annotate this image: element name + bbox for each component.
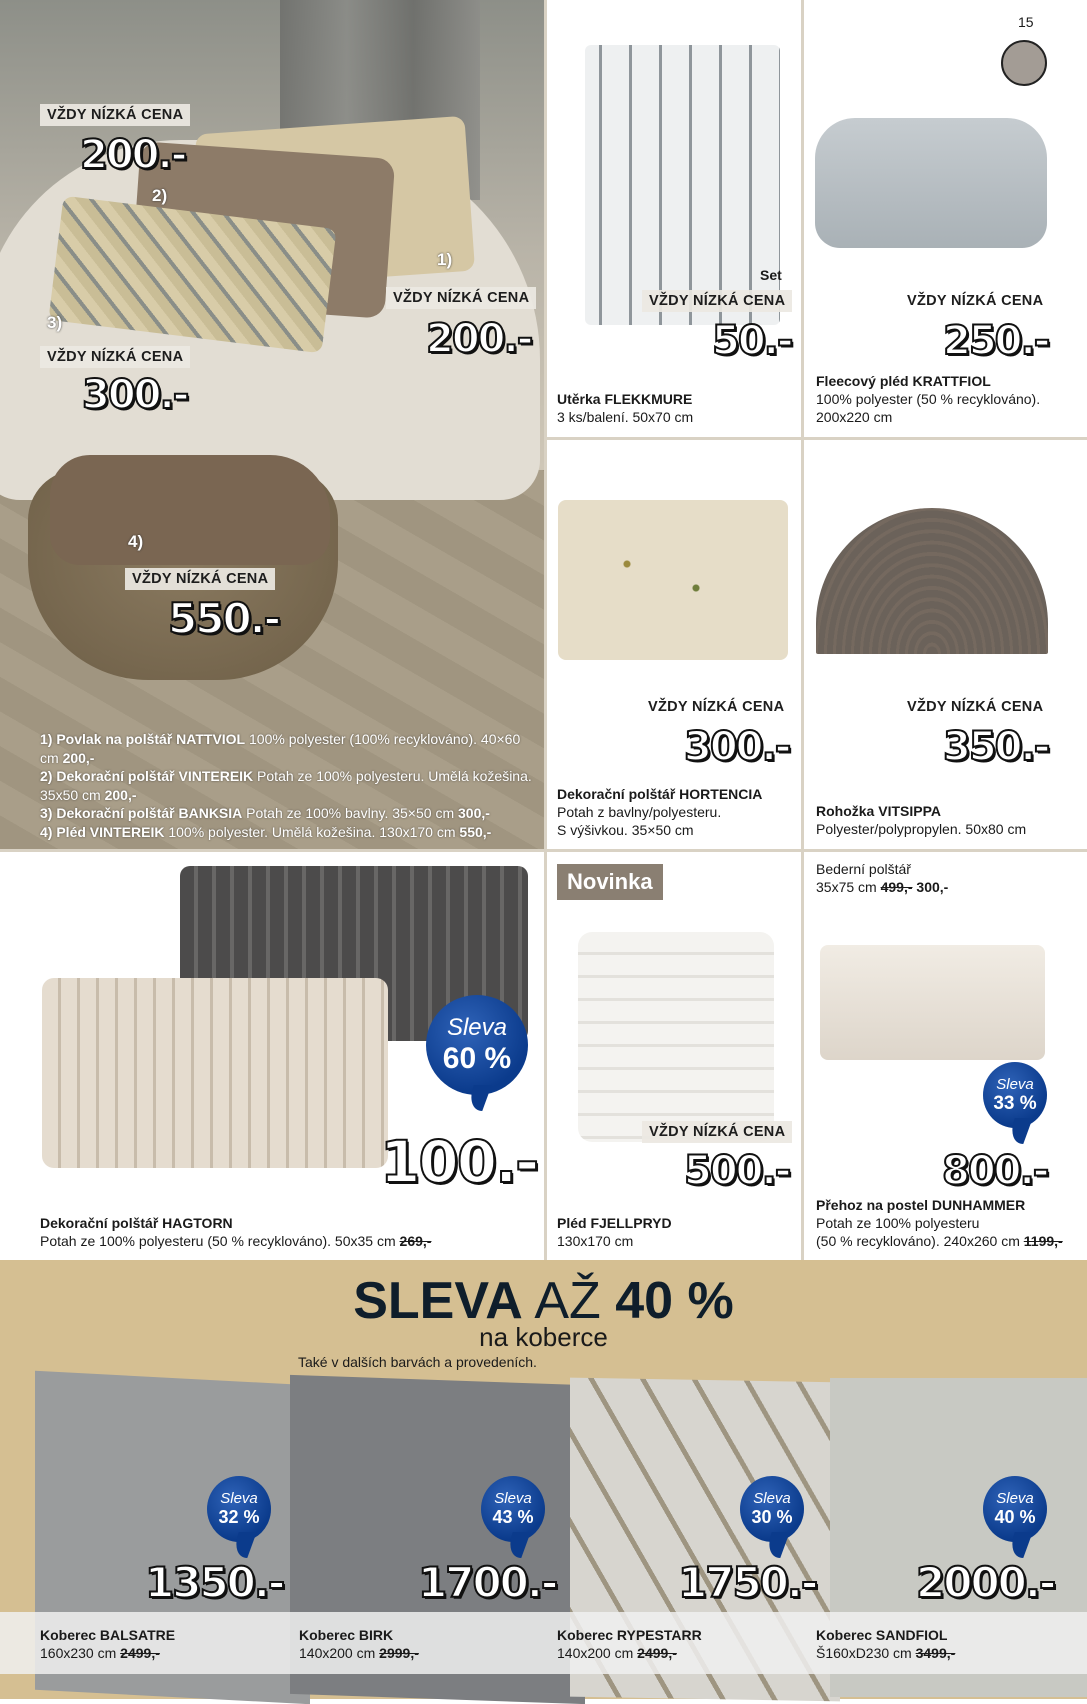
new-badge: Novinka — [557, 864, 663, 900]
rugs-subheadline: na koberce — [479, 1322, 608, 1352]
product-name: Rohožka VITSIPPA — [816, 803, 941, 819]
product-name: Bederní polštář — [816, 861, 911, 877]
new-price: 300,- — [912, 879, 949, 895]
price-sandfiol: 2000.- — [916, 1558, 1055, 1607]
product-name: Fleecový pléd KRATTFIOL — [816, 373, 991, 389]
price-vitsippa: 350.- — [943, 724, 1049, 770]
product-krattfiol — [816, 372, 1040, 426]
product-rypestarr — [557, 1626, 702, 1662]
low-price-tag: VŽDY NÍZKÁ CENA — [40, 346, 190, 368]
product-name: Dekorační polštář HAGTORN — [40, 1215, 233, 1231]
hero-photo — [0, 0, 544, 850]
product-desc: 100% polyester (50 % recyklováno). — [816, 391, 1041, 407]
price-nattviol: 200.- — [426, 316, 532, 362]
product-fjellpryd — [557, 1214, 672, 1250]
low-price-tag: VŽDY NÍZKÁ CENA — [907, 293, 1044, 309]
product-name: Utěrka FLEKKMURE — [557, 391, 693, 407]
product-desc: Polyester/polypropylen. 50x80 cm — [816, 821, 1027, 837]
product-name: Přehoz na postel DUNHAMMER — [816, 1197, 1026, 1213]
product-flekkmure — [557, 390, 693, 426]
price-vintereik-blanket: 550.- — [168, 594, 280, 643]
lumbar-pillow-info — [816, 860, 948, 896]
product-desc: 140x200 cm 2999,- — [299, 1645, 419, 1661]
product-desc: 200x220 cm — [816, 409, 893, 425]
price-banksia: 300.- — [82, 372, 188, 418]
divider — [544, 0, 547, 1260]
discount-bubble: Sleva 40 % — [983, 1476, 1047, 1542]
discount-bubble: Sleva 60 % — [426, 995, 528, 1095]
product-balsatre — [40, 1626, 175, 1662]
product-hagtorn — [40, 1214, 431, 1250]
product-vitsippa — [816, 802, 1026, 838]
old-price: 1199,- — [1023, 1233, 1063, 1249]
tea-towel-image — [585, 45, 780, 325]
product-dunhammer — [816, 1196, 1063, 1250]
price-flekkmure: 50.- — [712, 318, 792, 364]
product-desc: Potah ze 100% polyesteru (50 % recyklováno). 50x35 cm 269,- — [40, 1233, 432, 1249]
discount-bubble: Sleva 32 % — [207, 1476, 271, 1542]
rugs-note: Také v dalších barvách a provedeních. — [298, 1354, 537, 1370]
embroidered-pillow-image — [558, 500, 788, 660]
hero-desc-line: 2) Dekorační polštář VINTEREIK Potah ze 100% polyesteru. Umělá kožešina. 35x50 cm 200,- — [40, 768, 532, 803]
low-price-tag: VŽDY NÍZKÁ CENA — [125, 568, 275, 590]
page-number: 15 — [1018, 14, 1034, 30]
product-name: Koberec BIRK — [299, 1627, 394, 1643]
set-badge: Set — [760, 267, 782, 283]
low-price-tag: VŽDY NÍZKÁ CENA — [642, 290, 792, 312]
bedspread-image — [820, 945, 1045, 1060]
old-price: 269,- — [399, 1233, 432, 1249]
low-price-tag: VŽDY NÍZKÁ CENA — [40, 104, 190, 126]
product-name: Dekorační polštář HORTENCIA — [557, 786, 763, 802]
product-desc: 130x170 cm — [557, 1233, 634, 1249]
old-price: 2499,- — [120, 1645, 160, 1661]
product-desc: 3 ks/balení. 50x70 cm — [557, 409, 694, 425]
product-desc: 140x200 cm 2499,- — [557, 1645, 677, 1661]
price-krattfiol: 250.- — [943, 318, 1049, 364]
product-sandfiol — [816, 1626, 955, 1662]
fur-blanket-image — [578, 932, 774, 1142]
price-hagtorn: 100.- — [380, 1128, 538, 1196]
divider — [544, 437, 1087, 440]
fleece-blanket-image — [815, 118, 1047, 248]
low-price-tag: VŽDY NÍZKÁ CENA — [648, 699, 785, 715]
product-desc: (50 % recyklováno). 240x260 cm 1199,- — [816, 1233, 1063, 1249]
discount-bubble: Sleva 43 % — [481, 1476, 545, 1542]
discount-bubble: Sleva 33 % — [983, 1062, 1047, 1128]
price-vintereik-pillow: 200.- — [80, 132, 186, 178]
price-dunhammer: 800.- — [942, 1148, 1048, 1194]
product-name: Pléd FJELLPRYD — [557, 1215, 672, 1231]
product-desc: Š160xD230 cm 3499,- — [816, 1645, 956, 1661]
divider — [801, 0, 804, 1260]
beige-pillow-image — [42, 978, 388, 1168]
hero-desc-line: 1) Povlak na polštář NATTVIOL 100% polyester (100% recyklováno). 40×60 cm 200,- — [40, 731, 521, 766]
price-hortencia: 300.- — [684, 724, 790, 770]
product-name: Koberec BALSATRE — [40, 1627, 176, 1643]
marker-3: 3) — [47, 313, 63, 332]
marker-2: 2) — [152, 186, 168, 205]
hero-descriptions — [40, 730, 540, 841]
old-price: 2999,- — [379, 1645, 419, 1661]
product-name: Koberec RYPESTARR — [557, 1627, 702, 1643]
discount-bubble: Sleva 30 % — [740, 1476, 804, 1542]
product-desc: Potah ze 100% polyesteru — [816, 1215, 980, 1231]
price-fjellpryd: 500.- — [684, 1148, 790, 1194]
hero-desc-line: 3) Dekorační polštář BANKSIA Potah ze 100% bavlny. 35×50 cm 300,- — [40, 805, 490, 821]
price-rypestarr: 1750.- — [678, 1558, 817, 1607]
blanket-vintereik-image — [50, 455, 330, 565]
old-price: 3499,- — [915, 1645, 956, 1661]
old-price: 2499,- — [637, 1645, 677, 1661]
old-price: 499,- — [880, 879, 913, 895]
product-name: Koberec SANDFIOL — [816, 1627, 948, 1643]
low-price-tag: VŽDY NÍZKÁ CENA — [642, 1121, 792, 1143]
hero-desc-line: 4) Pléd VINTEREIK 100% polyester. Umělá kožešina. 130x170 cm 550,- — [40, 823, 492, 840]
doormat-image — [816, 508, 1048, 654]
low-price-tag: VŽDY NÍZKÁ CENA — [907, 699, 1044, 715]
product-hortencia — [557, 785, 762, 839]
product-desc: 35x75 cm 499,- 300,- — [816, 879, 949, 895]
product-desc: 160x230 cm 2499,- — [40, 1645, 160, 1661]
color-swatch-icon — [1001, 40, 1047, 86]
marker-1: 1) — [437, 250, 453, 269]
marker-4: 4) — [128, 532, 144, 551]
low-price-tag: VŽDY NÍZKÁ CENA — [386, 287, 536, 309]
rugs-headline: SLEVA AŽ 40 % — [353, 1272, 734, 1330]
product-desc: S výšivkou. 35×50 cm — [557, 822, 694, 838]
price-birk: 1700.- — [418, 1558, 557, 1607]
product-desc: Potah z bavlny/polyesteru. — [557, 804, 722, 820]
divider — [0, 849, 1087, 852]
price-balsatre: 1350.- — [145, 1558, 284, 1607]
product-birk — [299, 1626, 419, 1662]
